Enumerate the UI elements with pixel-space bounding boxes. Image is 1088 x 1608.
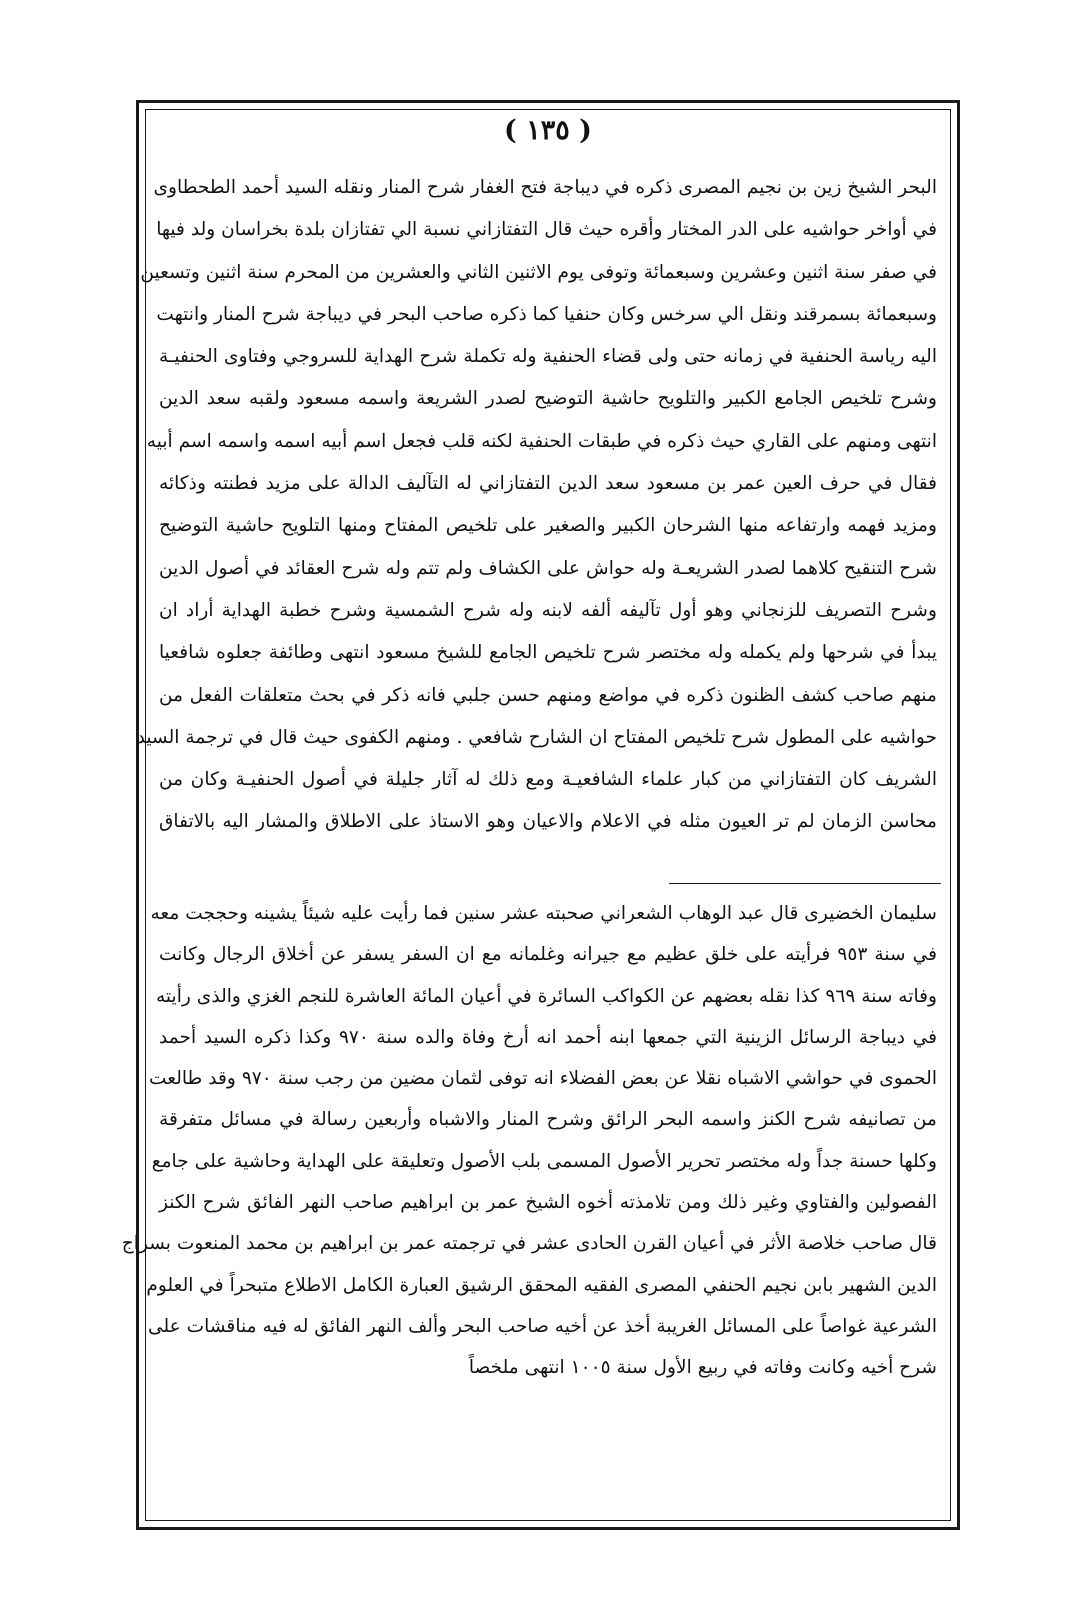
- text-line: ومزيد فهمه وارتفاعه منها الشرحان الكبير والصغير على تلخيص المفتاح ومنها التلويح حاشية التوضيح: [159, 515, 937, 537]
- text-line: اليه رياسة الحنفية في زمانه حتى ولى قضاء الحنفية وله تكملة شرح الهداية للسروجي وفتاوى الحنفيـة: [159, 346, 937, 368]
- text-line: وسبعمائة بسمرقند ونقل الي سرخس وكان حنفيا كما ذكره صاحب البحر في ديباجة شرح المنار وانتهت: [156, 303, 937, 325]
- text-line: وفاته سنة ٩٦٩ كذا نقله بعضهم عن الكواكب السائرة في أعيان المائة العاشرة للنجم الغزي والذى رأيته: [155, 985, 937, 1007]
- text-line: وشرح التصريف للزنجاني وهو أول تآليفه ألفه لابنه وله شرح الشمسية وشرح خطبة الهداية أراد ان: [159, 599, 937, 621]
- text-line: من تصانيفه شرح الكنز واسمه البحر الرائق وشرح المنار والاشباه وأربعين رسالة في مسائل متفرقة: [159, 1109, 937, 1131]
- text-line: الدين الشهير بابن نجيم الحنفي المصرى الفقيه المحقق الرشيق العبارة الكامل الاطلاع متبحراً في العلوم: [146, 1274, 937, 1296]
- text-line: الشريف كان التفتازاني من كبار علماء الشافعيـة ومع ذلك له آثار جليلة في أصول الحنفيـة وكان من: [159, 769, 937, 791]
- text-line: البحر الشيخ زين بن نجيم المصرى ذكره في ديباجة فتح الغفار شرح المنار ونقله السيد أحمد الطحطاوى: [153, 177, 937, 198]
- biography-continuation-block: [136, 167, 937, 844]
- biography-block: [121, 893, 937, 1389]
- text-line: في أواخر حواشيه على الدر المختار وأقره حيث قال التفتازاني نسبة الي تفتازان بلدة بخراسان ولد فيها: [156, 219, 937, 241]
- text-line: وكلها حسنة جداً وله مختصر تحرير الأصول المسمى بلب الأصول وتعليقة على الهداية وحاشية على جامع: [151, 1150, 937, 1172]
- page-number: ( ١٣٥ ): [504, 115, 592, 146]
- text-line: فقال في حرف العين عمر بن مسعود سعد الدين التفتازاني له التآليف الدالة على مزيد فطنته وذكائه: [159, 473, 937, 495]
- text-line: الشرعية غواصاً على المسائل الغريبة أخذ عن أخيه صاحب البحر وألف النهر الفائق له فيه مناقشات على: [148, 1315, 937, 1337]
- text-line: الفصولين والفتاوي وغير ذلك ومن تلامذته أخوه الشيخ عمر بن ابراهيم صاحب النهر الفائق شرح الكنز: [159, 1192, 937, 1214]
- text-line: قال صاحب خلاصة الأثر في أعيان القرن الحادى عشر في ترجمته عمر بن ابراهيم بن محمد المنعوت بسراج: [121, 1233, 937, 1255]
- page-border: [121, 100, 960, 1530]
- text-line: في صفر سنة اثنين وعشرين وسبعمائة وتوفى يوم الاثنين الثاني والعشرين من المحرم سنة اثنين وتسعين: [140, 261, 937, 283]
- text-line: شرح التنقيح كلاهما لصدر الشريعـة وله حواش على الكشاف ولم تتم وله شرح العقائد في أصول الدين: [159, 557, 937, 579]
- text-line: الحموى في حواشي الاشباه نقلا عن بعض الفضلاء انه توفى لثمان مضين من رجب سنة ٩٧٠ وقد طالعت: [149, 1068, 937, 1090]
- text-line: حواشيه على المطول شرح تلخيص المفتاح ان الشارح شافعي . ومنهم الكفوى حيث قال في ترجمة السيد: [136, 726, 937, 748]
- text-line: وشرح تلخيص الجامع الكبير والتلويح حاشية التوضيح لصدر الشريعة واسمه مسعود ولقبه سعد الدين: [159, 388, 937, 410]
- text-line: محاسن الزمان لم تر العيون مثله في الاعلام والاعيان وهو الاستاذ على الاطلاق والمشار اليه بالاتفاق: [159, 811, 937, 833]
- text-line: شرح أخيه وكانت وفاته في ربيع الأول سنة ١٠٠٥ انتهى ملخصاً: [468, 1357, 937, 1379]
- text-line: منهم صاحب كشف الظنون ذكره في مواضع ومنهم حسن جلبي فانه ذكر في بحث متعلقات الفعل من: [159, 684, 937, 706]
- text-line: في سنة ٩٥٣ فرأيته على خلق عظيم مع جيرانه وغلمانه مع ان السفر يسفر عن أخلاق الرجال وكانت: [159, 944, 937, 966]
- text-line: يبدأ في شرحها ولم يكمله وله مختصر شرح تلخيص الجامع للشيخ مسعود انتهى وطائفة جعلوه شافعيا: [159, 642, 937, 664]
- section-divider: [669, 883, 941, 884]
- text-line: في ديباجة الرسائل الزينية التي جمعها ابنه أحمد انه أرخ وفاة والده سنة ٩٧٠ وكذا ذكره السيد أحمد: [159, 1026, 937, 1048]
- text-line: سليمان الخضيرى قال عبد الوهاب الشعراني صحبته عشر سنين فما رأيت عليه شيئاً يشينه وحججت معه: [150, 903, 937, 924]
- text-line: انتهى ومنهم على القاري حيث ذكره في طبقات الحنفية لكنه قلب فجعل اسم أبيه اسمه واسمه اسم أبيه: [146, 430, 937, 452]
